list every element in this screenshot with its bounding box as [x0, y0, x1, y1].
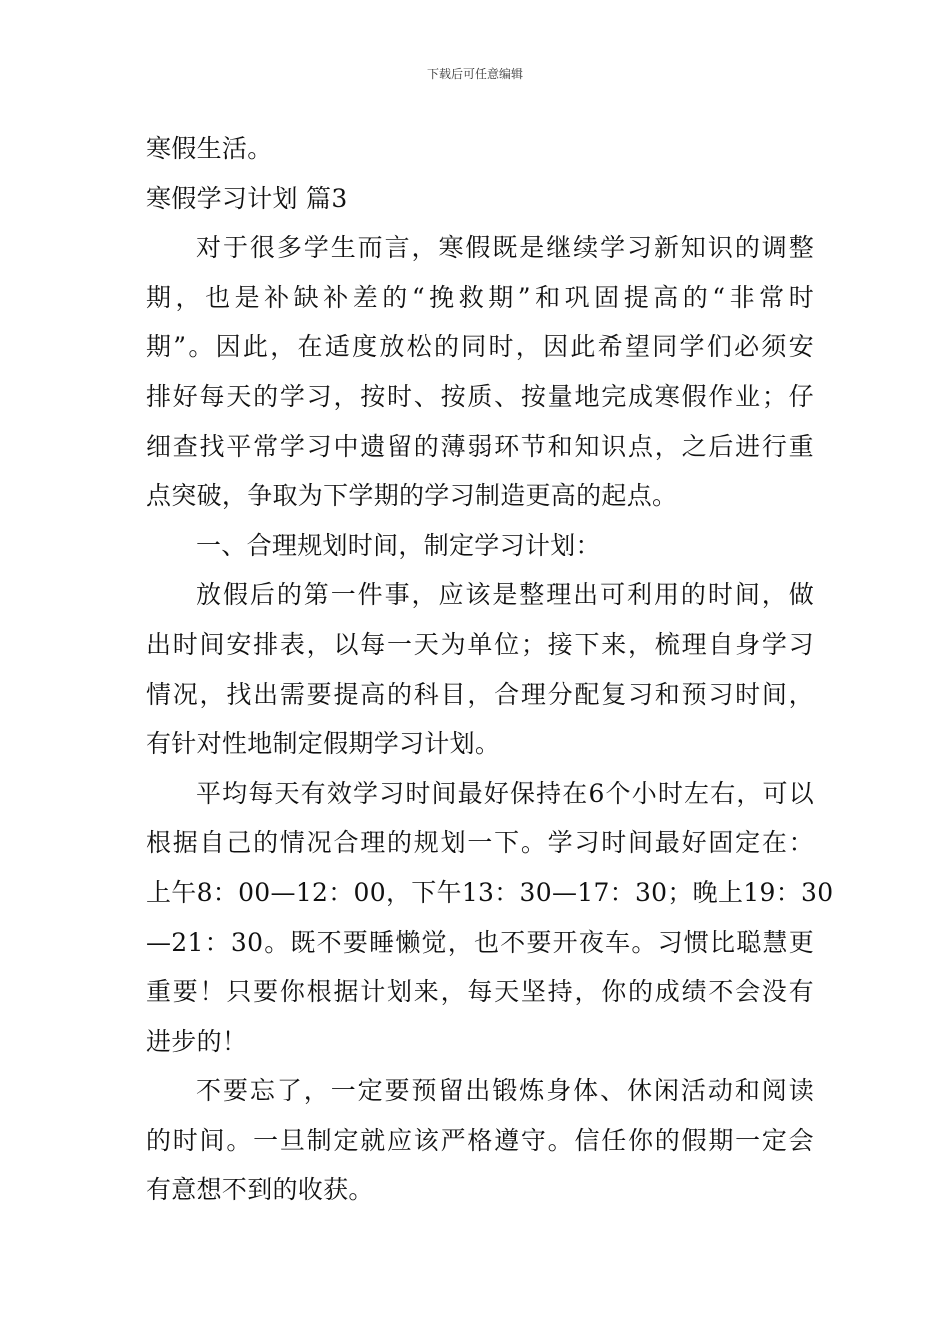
paragraph-line: 情况，找出需要提高的科目，合理分配复习和预习时间， — [146, 679, 814, 709]
paragraph-line: 对于很多学生而言，寒假既是继续学习新知识的调整 — [196, 233, 814, 263]
paragraph-line: —21：30。既不要睡懒觉，也不要开夜车。习惯比聪慧更 — [146, 927, 814, 957]
document-body — [146, 124, 834, 1215]
paragraph-line: 不要忘了，一定要预留出锻炼身体、休闲活动和阅读 — [196, 1076, 814, 1106]
paragraph-line: 平均每天有效学习时间最好保持在6个小时左右，可以 — [196, 778, 814, 808]
paragraph-line: 有意想不到的收获。 — [146, 1175, 374, 1205]
paragraph-line: 有针对性地制定假期学习计划。 — [146, 729, 501, 759]
paragraph-line: 排好每天的学习，按时、按质、按量地完成寒假作业；仔 — [146, 381, 814, 411]
paragraph-line: 期”。因此，在适度放松的同时，因此希望同学们必须安 — [146, 332, 814, 362]
paragraph-line: 寒假生活。 — [146, 134, 273, 163]
subsection-heading: 一、合理规划时间，制定学习计划： — [196, 530, 601, 560]
page-header-note: 下载后可任意编辑 — [426, 67, 523, 81]
paragraph-line: 点突破，争取为下学期的学习制造更高的起点。 — [146, 481, 678, 511]
paragraph-line: 重要！只要你根据计划来，每天坚持，你的成绩不会没有 — [146, 977, 814, 1007]
paragraph-line: 期，也是补缺补差的“挽救期”和巩固提高的“非常时 — [146, 282, 814, 312]
paragraph-line: 进步的！ — [146, 1026, 248, 1056]
paragraph-line: 根据自己的情况合理的规划一下。学习时间最好固定在： — [146, 828, 814, 858]
paragraph-line: 的时间。一旦制定就应该严格遵守。信任你的假期一定会 — [146, 1125, 814, 1155]
paragraph-line: 出时间安排表，以每一天为单位；接下来，梳理自身学习 — [146, 629, 814, 659]
paragraph-line: 上午8：00—12：00，下午13：30—17：30；晚上19：30 — [146, 877, 834, 907]
paragraph-line: 细查找平常学习中遗留的薄弱环节和知识点，之后进行重 — [146, 431, 814, 461]
section-title: 寒假学习计划 篇3 — [146, 183, 348, 213]
paragraph-line: 放假后的第一件事，应该是整理出可利用的时间，做 — [196, 580, 814, 610]
